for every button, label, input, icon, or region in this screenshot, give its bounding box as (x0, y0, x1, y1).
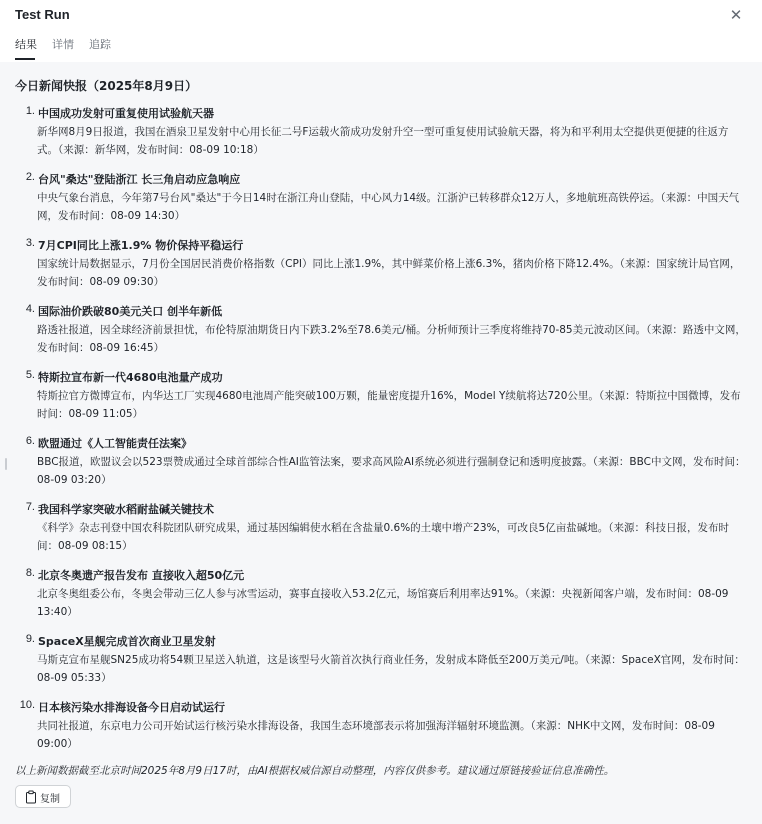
news-item-title: 日本核污染水排海设备今日启动试运行 (38, 701, 225, 714)
news-item-body: 特斯拉官方微博宣布，内华达工厂实现4680电池周产能突破100万颗，能量密度提升16%，Model Y续航将达720公里。（来源：特斯拉中国微博，发布时间：08-09 11:05） (37, 390, 741, 420)
resize-handle[interactable] (5, 458, 7, 470)
result-panel (0, 62, 762, 824)
news-item-body: BBC报道，欧盟议会以523票赞成通过全球首部综合性AI监管法案，要求高风险AI系统必须进行强制登记和透明度披露。（来源：BBC中文网，发布时间：08-09 03:20） (37, 456, 746, 486)
tab-trace[interactable]: 追踪 (89, 38, 111, 51)
news-item-body: 马斯克宣布星舰SN25成功将54颗卫星送入轨道，这是该型号火箭首次执行商业任务，发射成本降低至200万美元/吨。（来源：SpaceX官网，发布时间：08-09 05:33） (37, 654, 745, 684)
disclaimer-note: 以上新闻数据截至北京时间2025年8月9日17时，由AI根据权威信源自动整理，内容仅供参考。建议通过原链接验证信息准确性。 (15, 765, 615, 777)
active-tab-indicator (15, 58, 35, 60)
news-item-number: 2. (25, 171, 35, 183)
news-item-body: 《科学》杂志刊登中国农科院团队研究成果，通过基因编辑使水稻在含盐量0.6%的土壤中增产23%，可改良5亿亩盐碱地。（来源：科技日报，发布时间：08-09 08:15） (37, 522, 729, 552)
dialog-title: Test Run (15, 7, 70, 22)
news-item-title: 我国科学家突破水稻耐盐碱关键技术 (38, 503, 214, 516)
copy-button[interactable] (15, 785, 71, 808)
news-item-number: 3. (25, 237, 35, 249)
news-item-body: 北京冬奥组委公布，冬奥会带动三亿人参与冰雪运动，赛事直接收入53.2亿元，场馆赛后利用率达91%。（来源：央视新闻客户端，发布时间：08-09 13:40） (37, 588, 729, 618)
dialog-header (0, 0, 762, 62)
news-item-body: 国家统计局数据显示，7月份全国居民消费价格指数（CPI）同比上涨1.9%，其中鲜菜价格上涨6.3%，猪肉价格下降12.4%。（来源：国家统计局官网，发布时间：08-09 09:30） (37, 258, 741, 288)
news-item-title: SpaceX星舰完成首次商业卫星发射 (38, 635, 216, 648)
copy-button-label: 复制 (40, 794, 60, 805)
news-item-title: 北京冬奥遗产报告发布 直接收入超50亿元 (38, 569, 245, 582)
clipboard-icon (25, 790, 37, 804)
news-item-title: 欧盟通过《人工智能责任法案》 (38, 437, 192, 450)
news-item-number: 5. (25, 369, 35, 381)
news-item-title: 特斯拉宣布新一代4680电池量产成功 (38, 371, 223, 384)
news-item-number: 7. (25, 501, 35, 513)
news-item-number: 10. (19, 699, 35, 711)
news-item-number: 8. (25, 567, 35, 579)
news-item-title: 中国成功发射可重复使用试验航天器 (38, 107, 214, 120)
news-item-body: 中央气象台消息，今年第7号台风"桑达"于今日14时在浙江舟山登陆，中心风力14级。江浙沪已转移群众12万人，多地航班高铁停运。（来源：中国天气网，发布时间：08-09 14:30） (37, 192, 740, 222)
news-item-number: 4. (25, 303, 35, 315)
news-item-title: 台风"桑达"登陆浙江 长三角启动应急响应 (38, 173, 241, 186)
news-item-number: 1. (25, 105, 35, 117)
news-item-body: 路透社报道，因全球经济前景担忧，布伦特原油期货日内下跌3.2%至78.6美元/桶。分析师预计三季度将维持70-85美元波动区间。（来源：路透中文网，发布时间：08-09 16:45） (37, 324, 746, 354)
news-item-body: 新华网8月9日报道，我国在酒泉卫星发射中心用长征二号F运载火箭成功发射升空一型可重复使用试验航天器，将为和平利用太空提供更便捷的往返方式。（来源：新华网，发布时间：08-09 10:18） (37, 126, 729, 156)
news-item-body: 共同社报道，东京电力公司开始试运行核污染水排海设备，我国生态环境部表示将加强海洋辐射环境监测。（来源：NHK中文网，发布时间：08-09 09:00） (37, 720, 715, 750)
news-heading: 今日新闻快报（2025年8月9日） (15, 79, 198, 93)
tab-details[interactable]: 详情 (52, 38, 74, 51)
news-item-number: 6. (25, 435, 35, 447)
close-icon[interactable]: ✕ (729, 6, 743, 24)
news-item-title: 国际油价跌破80美元关口 创半年新低 (38, 305, 223, 318)
news-item-title: 7月CPI同比上涨1.9% 物价保持平稳运行 (38, 239, 244, 252)
tab-results[interactable]: 结果 (15, 38, 37, 51)
news-item-number: 9. (25, 633, 35, 645)
